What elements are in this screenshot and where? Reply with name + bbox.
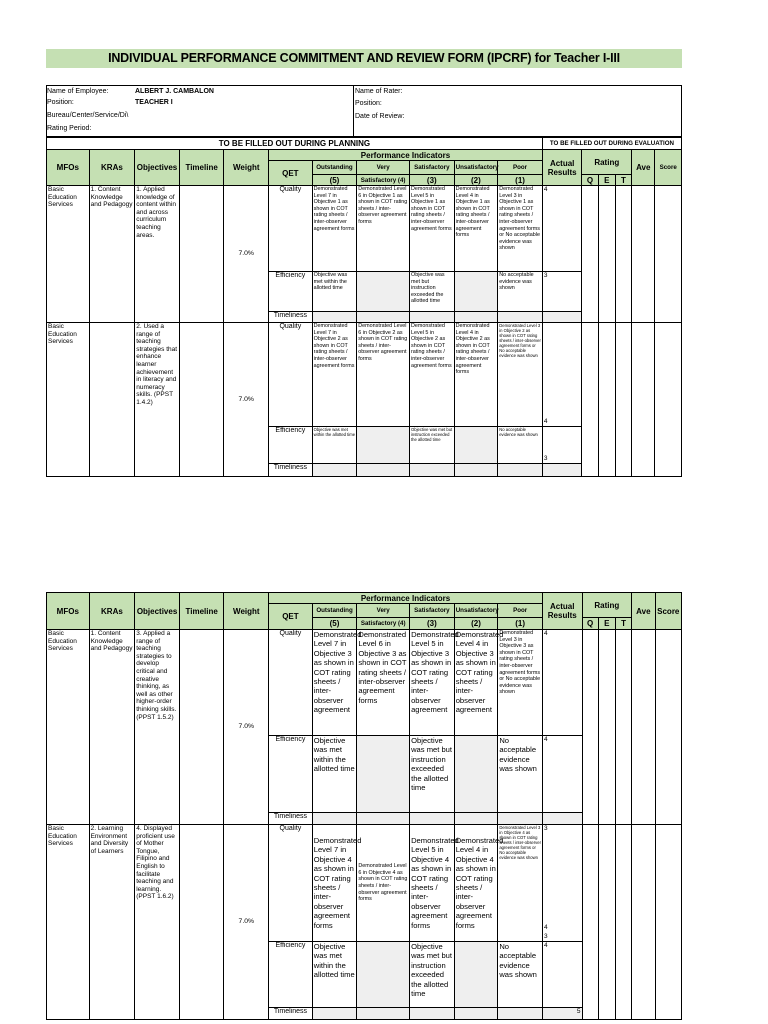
mfos-header: MFOs: [47, 150, 90, 186]
rating-q-cell[interactable]: [582, 630, 598, 825]
rating-e-cell[interactable]: [598, 630, 615, 825]
indicator-satisfactory: Demonstrated Level 5 in Objective 1 as shown in COT rating sheets / inter-observer agreement forms: [410, 186, 455, 272]
qet-efficiency: Efficiency: [269, 272, 313, 312]
indicator-unsatisfactory: [454, 312, 498, 323]
employee-name-value: ALBERT J. CAMBALON: [135, 88, 214, 95]
score-cell[interactable]: [655, 630, 681, 825]
indicator-satisfactory: [410, 813, 455, 825]
indicator-outstanding: Demonstrated Level 7 in Objective 3 as shown in COT rating sheets / inter-observer agreement: [312, 630, 357, 736]
indicator-very-satisfactory: Demonstrated Level 6 in Objective 1 as shown in COT rating sheets / inter-observer agreement forms: [357, 186, 410, 272]
rating-header: Rating: [582, 593, 632, 618]
poor-header: Poor: [498, 604, 543, 618]
objectives-header: Objectives: [135, 150, 180, 186]
performance-indicators-header: Performance Indicators: [269, 150, 543, 161]
mfo-cell: Basic Education Services: [47, 323, 90, 477]
ipcrf-table-1: [46, 137, 682, 477]
actual-result-cell[interactable]: [542, 464, 582, 477]
actual-result-value: 3: [543, 825, 548, 832]
rating-e-cell[interactable]: [598, 323, 615, 477]
actual-result-cell[interactable]: 4: [542, 186, 582, 272]
indicator-satisfactory: Objective was met but instruction exceeded the allotted time: [410, 427, 455, 464]
ave-cell[interactable]: [632, 186, 655, 323]
indicator-very-satisfactory: [357, 736, 410, 813]
weight-cell: 7.0%: [224, 630, 269, 825]
indicator-unsatisfactory: Demonstrated Level 4 in Objective 4 as shown in COT rating sheets / inter-observer agreement forms: [454, 825, 498, 942]
indicator-unsatisfactory: [454, 427, 498, 464]
indicator-unsatisfactory: [454, 813, 498, 825]
indicator-very-satisfactory: [357, 813, 410, 825]
indicator-very-satisfactory: [357, 272, 410, 312]
indicator-outstanding: Demonstrated Level 7 in Objective 1 as shown in COT rating sheets / inter-observer agreement forms: [312, 186, 357, 272]
objective-cell: 1. Applied knowledge of content within and across curriculum teaching areas.: [135, 186, 180, 323]
rating-header: Rating: [582, 150, 632, 175]
rating-t-cell[interactable]: [615, 186, 631, 323]
kras-header: KRAs: [89, 593, 135, 630]
indicator-poor: [498, 312, 543, 323]
planning-section-header: TO BE FILLED OUT DURING PLANNING: [47, 138, 543, 150]
weight-cell: 7.0%: [224, 323, 269, 477]
actual-results-header: Actual Results: [542, 150, 582, 186]
rating-period-label: Rating Period:: [47, 125, 92, 132]
indicator-poor: Demonstrated Level 3 in Objective 1 as shown in COT rating sheets / inter-observer agreement forms or No acceptable evidence was shown: [498, 186, 543, 272]
very-header: Very: [357, 161, 410, 175]
actual-result-value: 3: [543, 933, 548, 941]
form-title: INDIVIDUAL PERFORMANCE COMMITMENT AND REVIEW FORM (IPCRF) for Teacher I-III: [46, 49, 682, 68]
score-header: Score: [655, 593, 681, 630]
qet-quality: Quality: [269, 825, 313, 942]
mfos-header: MFOs: [47, 593, 90, 630]
indicator-very-satisfactory: [357, 1008, 410, 1020]
rater-name-label: Name of Rater:: [355, 88, 403, 95]
actual-results-header: Actual Results: [542, 593, 582, 630]
indicator-poor: [498, 464, 543, 477]
actual-result-value: 4: [543, 924, 548, 932]
actual-result-cell[interactable]: [542, 312, 582, 323]
position-value: TEACHER I: [135, 99, 173, 106]
rating-q-header: Q: [582, 618, 598, 630]
rating-t-cell[interactable]: [615, 630, 631, 825]
indicator-poor: Demonstrated Level 3 in Objective 4 as shown in COT rating sheets / inter-observer agreement forms or No acceptable evidence was shown: [498, 825, 543, 942]
indicator-outstanding: [312, 1008, 357, 1020]
indicator-very-satisfactory: Demonstrated Level 6 in Objective 2 as shown in COT rating sheets / inter-observer agreement forms: [357, 323, 410, 427]
rating-t-cell[interactable]: [615, 323, 631, 477]
actual-result-cell[interactable]: 4: [542, 323, 582, 427]
poor-num: (1): [498, 175, 543, 186]
indicator-poor: Demonstrated Level 3 in Objective 3 as shown in COT rating sheets / inter-observer agreement forms or No acceptable evidence was shown: [498, 630, 543, 736]
weight-cell: 7.0%: [224, 186, 269, 323]
indicator-poor: No acceptable evidence was shown: [498, 736, 543, 813]
satisfactory-num: (3): [410, 175, 455, 186]
indicator-satisfactory: [410, 464, 455, 477]
objective-cell: 2. Used a range of teaching strategies that enhance learner achievement in literacy and numeracy skills. (PPST 1.4.2): [135, 323, 180, 477]
employee-info-box: [46, 85, 682, 137]
rating-q-cell[interactable]: [582, 323, 598, 477]
indicator-satisfactory: Objective was met but instruction exceeded the allotted time: [410, 736, 455, 813]
actual-result-cell[interactable]: [542, 813, 582, 825]
indicator-very-satisfactory: Demonstrated Level 6 in Objective 3 as shown in COT rating sheets / inter-observer agreement forms: [357, 630, 410, 736]
rating-t-cell[interactable]: [615, 825, 631, 1020]
review-date-label: Date of Review:: [355, 113, 405, 120]
qet-efficiency: Efficiency: [269, 942, 313, 1008]
indicator-outstanding: [312, 464, 357, 477]
kra-cell: 1. Content Knowledge and Pedagogy: [89, 630, 135, 825]
outstanding-num: (5): [312, 618, 357, 630]
qet-efficiency: Efficiency: [269, 736, 313, 813]
poor-num: (1): [498, 618, 543, 630]
objectives-header: Objectives: [135, 593, 180, 630]
qet-timeliness: Timeliness: [269, 1008, 313, 1020]
mfo-cell: Basic Education Services: [47, 825, 90, 1020]
qet-timeliness: Timeliness: [269, 464, 313, 477]
timeline-header: Timeline: [179, 593, 224, 630]
ave-header: Ave: [632, 150, 655, 186]
kras-header: KRAs: [89, 150, 135, 186]
indicator-outstanding: Objective was met within the allotted time: [312, 736, 357, 813]
mfo-cell: Basic Education Services: [47, 186, 90, 323]
indicator-unsatisfactory: Demonstrated Level 4 in Objective 3 as shown in COT rating sheets / inter-observer agreement: [454, 630, 498, 736]
position-label: Position:: [47, 99, 74, 106]
rating-e-cell[interactable]: [598, 186, 615, 323]
qet-efficiency: Efficiency: [269, 427, 313, 464]
performance-indicators-header: Performance Indicators: [269, 593, 543, 604]
employee-info-divider: [353, 86, 354, 136]
actual-result-cell[interactable]: 4: [542, 942, 582, 1008]
indicator-unsatisfactory: [454, 272, 498, 312]
indicator-poor: No acceptable evidence was shown: [498, 272, 543, 312]
rating-t-header: T: [615, 175, 631, 186]
indicator-satisfactory: Demonstrated Level 5 in Objective 3 as shown in COT rating sheets / inter-observer agreement: [410, 630, 455, 736]
actual-result-cell[interactable]: 5: [542, 1008, 582, 1020]
indicator-satisfactory: [410, 1008, 455, 1020]
objective-cell: 3. Applied a range of teaching strategies to develop critical and creative thinking, as well as other higher-order thinking skills. (PPST 1.5.2): [135, 630, 180, 825]
qet-quality: Quality: [269, 630, 313, 736]
kra-cell: 1. Content Knowledge and Pedagogy: [89, 186, 135, 323]
indicator-unsatisfactory: [454, 736, 498, 813]
score-cell[interactable]: [655, 186, 682, 323]
outstanding-num: (5): [312, 175, 357, 186]
qet-timeliness: Timeliness: [269, 312, 313, 323]
indicator-outstanding: Objective was met within the allotted time: [312, 942, 357, 1008]
satisfactory-header: Satisfactory: [410, 161, 455, 175]
indicator-unsatisfactory: Demonstrated Level 4 in Objective 1 as shown in COT rating sheets / inter-observer agreement forms: [454, 186, 498, 272]
kra-cell: [89, 323, 135, 477]
actual-result-cell[interactable]: 4: [542, 736, 582, 813]
indicator-poor: [498, 813, 543, 825]
unsatisfactory-header: Unsatisfactory: [454, 161, 498, 175]
very-satisfactory-num: Satisfactory (4): [357, 618, 410, 630]
actual-result-cell[interactable]: [542, 825, 582, 942]
indicator-poor: Demonstrated Level 3 in Objective 2 as shown in COT rating sheets / inter-observer agreement forms or No acceptable evidence was shown: [498, 323, 543, 427]
rating-t-header: T: [615, 618, 631, 630]
unsatisfactory-num: (2): [454, 618, 498, 630]
rating-e-cell[interactable]: [598, 825, 615, 1020]
ave-cell[interactable]: [632, 323, 655, 477]
unsatisfactory-num: (2): [454, 175, 498, 186]
weight-header: Weight: [224, 593, 269, 630]
outstanding-header: Outstanding: [312, 161, 357, 175]
indicator-poor: [498, 1008, 543, 1020]
indicator-outstanding: Demonstrated Level 7 in Objective 4 as shown in COT rating sheets / inter-observer agreement forms: [312, 825, 357, 942]
indicator-very-satisfactory: [357, 464, 410, 477]
score-cell[interactable]: [655, 825, 681, 1020]
indicator-outstanding: [312, 312, 357, 323]
ipcrf-table-2: [46, 592, 682, 1020]
qet-timeliness: Timeliness: [269, 813, 313, 825]
indicator-outstanding: Demonstrated Level 7 in Objective 2 as shown in COT rating sheets / inter-observer agreement forms: [312, 323, 357, 427]
timeline-cell[interactable]: [179, 186, 224, 323]
indicator-very-satisfactory: [357, 942, 410, 1008]
timeline-header: Timeline: [179, 150, 224, 186]
indicator-unsatisfactory: [454, 1008, 498, 1020]
indicator-unsatisfactory: Demonstrated Level 4 in Objective 2 as shown in COT rating sheets / inter-observer agreement forms: [454, 323, 498, 427]
indicator-satisfactory: Demonstrated Level 5 in Objective 2 as shown in COT rating sheets / inter-observer agreement forms: [410, 323, 455, 427]
indicator-unsatisfactory: [454, 942, 498, 1008]
qet-quality: Quality: [269, 323, 313, 427]
score-cell[interactable]: [655, 323, 682, 477]
indicator-very-satisfactory: Demonstrated Level 6 in Objective 4 as shown in COT rating sheets / inter-observer agreement forms: [357, 825, 410, 942]
bureau-label: Bureau/Center/Service/Di\: [47, 112, 129, 119]
mfo-cell: Basic Education Services: [47, 630, 90, 825]
satisfactory-header: Satisfactory: [410, 604, 455, 618]
evaluation-section-header: TO BE FILLED OUT DURING EVALUATION: [542, 138, 681, 150]
ave-cell[interactable]: [632, 630, 655, 825]
indicator-unsatisfactory: [454, 464, 498, 477]
rating-e-header: E: [598, 175, 615, 186]
actual-result-cell[interactable]: 3: [542, 272, 582, 312]
indicator-satisfactory: [410, 312, 455, 323]
timeline-cell[interactable]: [179, 630, 224, 825]
indicator-poor: No acceptable evidence was shown: [498, 427, 543, 464]
weight-cell: 7.0%: [224, 825, 269, 1020]
ave-cell[interactable]: [632, 825, 655, 1020]
qet-header: QET: [269, 604, 313, 630]
indicator-very-satisfactory: [357, 427, 410, 464]
very-header: Very: [357, 604, 410, 618]
indicator-very-satisfactory: [357, 312, 410, 323]
qet-quality: Quality: [269, 186, 313, 272]
actual-result-cell[interactable]: 4: [542, 630, 582, 736]
actual-result-cell[interactable]: 3: [542, 427, 582, 464]
rater-position-label: Position:: [355, 100, 382, 107]
very-satisfactory-num: Satisfactory (4): [357, 175, 410, 186]
employee-name-label: Name of Employee:: [47, 88, 109, 95]
timeline-cell[interactable]: [179, 323, 224, 477]
ave-header: Ave: [632, 593, 655, 630]
rating-q-cell[interactable]: [582, 186, 598, 323]
unsatisfactory-header: Unsatisfactory: [454, 604, 498, 618]
score-header: Score: [655, 150, 682, 186]
indicator-outstanding: [312, 813, 357, 825]
indicator-outstanding: Objective was met within the allotted time: [312, 427, 357, 464]
rating-e-header: E: [598, 618, 615, 630]
rating-q-cell[interactable]: [582, 825, 598, 1020]
indicator-satisfactory: Objective was met but instruction exceeded the allotted time: [410, 942, 455, 1008]
outstanding-header: Outstanding: [312, 604, 357, 618]
qet-header: QET: [269, 161, 313, 186]
objective-cell: 4. Displayed proficient use of Mother Tongue, Filipino and English to facilitate teaching and learning. (PPST 1.6.2): [135, 825, 180, 1020]
timeline-cell[interactable]: [179, 825, 224, 1020]
kra-cell: 2. Learning Environment and Diversity of Learners: [89, 825, 135, 1020]
weight-header: Weight: [224, 150, 269, 186]
indicator-satisfactory: Demonstrated Level 5 in Objective 4 as shown in COT rating sheets / inter-observer agreement forms: [410, 825, 455, 942]
rating-q-header: Q: [582, 175, 598, 186]
poor-header: Poor: [498, 161, 543, 175]
indicator-satisfactory: Objective was met but instruction exceeded the allotted time: [410, 272, 455, 312]
indicator-poor: No acceptable evidence was shown: [498, 942, 543, 1008]
indicator-outstanding: Objective was met within the allotted time: [312, 272, 357, 312]
satisfactory-num: (3): [410, 618, 455, 630]
